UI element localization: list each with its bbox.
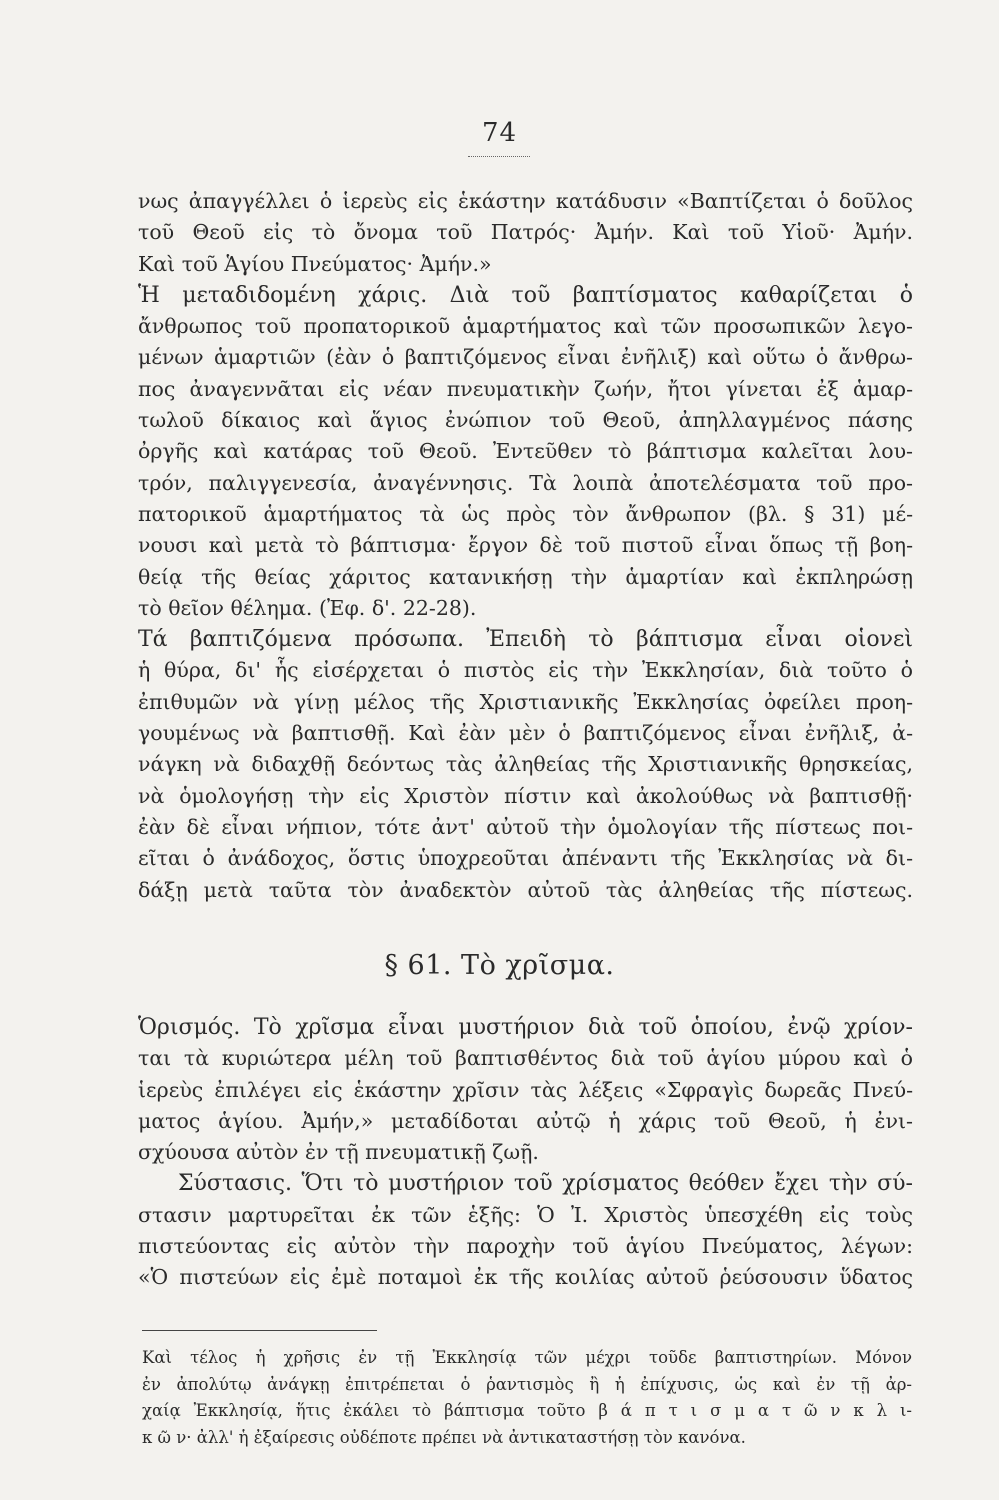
footnote-line: Καὶ τέλος ἡ χρῆσις ἐν τῇ Ἐκκλησίᾳ τῶν μέχρι τοῦδε βαπτιστηρίων. Μόνον (142, 1348, 912, 1367)
text-line: στασιν μαρτυρεῖται ἐκ τῶν ἑξῆς: Ὁ Ἰ. Χριστὸς ὑπεσχέθη εἰς τοὺς (138, 1202, 913, 1227)
paragraph-lead-line: Ἡ μεταδιδομένη χάρις. Διὰ τοῦ βαπτίσματος καθαρίζεται ὁ (138, 282, 913, 308)
section-heading: § 61. Τὸ χρῖσμα. (384, 950, 615, 981)
footnote-line: κ ῶ ν· ἀλλ' ἡ ἐξαίρεσις οὐδέποτε πρέπει νὰ ἀντικαταστήσῃ τὸν κανόνα. (142, 1427, 746, 1447)
text-line: εῖται ὁ ἀνάδοχος, ὅστις ὑποχρεοῦται ἀπέναντι τῆς Ἐκκλησίας νὰ δι- (138, 846, 913, 871)
text-line: ὀργῆς καὶ κατάρας τοῦ Θεοῦ. Ἐντεῦθεν τὸ βάπτισμα καλεῖται λου- (138, 439, 913, 464)
paragraph-lead-line: Σύστασις. Ὅτι τὸ μυστήριον τοῦ χρίσματος θεόθεν ἔχει τὴν σύ- (178, 1171, 913, 1197)
footnote-separator (142, 1330, 377, 1331)
text-line: ματος ἁγίου. Ἀμήν,» μεταδίδοται αὐτῷ ἡ χάρις τοῦ Θεοῦ, ἡ ἐνι- (138, 1108, 913, 1133)
text-line: πος ἀναγεννᾶται εἰς νέαν πνευματικὴν ζωήν, ἤτοι γίνεται ἐξ ἁμαρ- (138, 376, 913, 401)
text-line: πατορικοῦ ἁμαρτήματος τὰ ὡς πρὸς τὸν ἄνθρωπον (βλ. § 31) μέ- (138, 501, 913, 526)
text-line: θείᾳ τῆς θείας χάριτος κατανικήσῃ τὴν ἁμαρτίαν καὶ ἐκπληρώσῃ (138, 564, 913, 589)
text-line: «Ὁ πιστεύων εἰς ἐμὲ ποταμοὶ ἐκ τῆς κοιλίας αὐτοῦ ῥεύσουσιν ὕδατος (138, 1265, 913, 1290)
body-text-top (138, 186, 913, 906)
body-text-bottom (138, 1012, 913, 1294)
text-line: ἱερεὺς ἐπιλέγει εἰς ἑκάστην χρῖσιν τὰς λέξεις «Σφραγὶς δωρεᾶς Πνεύ- (138, 1077, 913, 1102)
footnote-line: χαίᾳ Ἐκκλησίᾳ, ἥτις ἐκάλει τὸ βάπτισμα τοῦτο β ά π τ ι σ μ α τ ῶ ν κ λ ι- (142, 1401, 912, 1420)
text-line: γουμένως νὰ βαπτισθῇ. Καὶ ἐὰν μὲν ὁ βαπτιζόμενος εἶναι ἐνῆλιξ, ἀ- (138, 721, 913, 746)
text-line: ἄνθρωπος τοῦ προπατορικοῦ ἁμαρτήματος καὶ τῶν προσωπικῶν λεγο- (138, 314, 913, 339)
text-line: πιστεύοντας εἰς αὐτὸν τὴν παροχὴν τοῦ ἁγίου Πνεύματος, λέγων: (138, 1234, 913, 1259)
text-line: δάξῃ μετὰ ταῦτα τὸν ἀναδεκτὸν αὐτοῦ τὰς ἀληθείας τῆς πίστεως. (138, 877, 913, 902)
paragraph-lead-line: Τά βαπτιζόμενα πρόσωπα. Ἐπειδὴ τὸ βάπτισμα εἶναι οἱονεὶ (138, 627, 913, 653)
text-line: ἐὰν δὲ εἶναι νήπιον, τότε ἀντ' αὐτοῦ τὴν ὁμολογίαν τῆς πίστεως ποι- (138, 814, 913, 839)
paragraph-lead-line: Ὁρισμός. Τὸ χρῖσμα εἶναι μυστήριον διὰ τοῦ ὁποίου, ἐνῷ χρίον- (138, 1015, 913, 1040)
page-number: 74 (481, 118, 518, 148)
text-line: τὸ θεῖον θέλημα. (Ἐφ. δ'. 22-28). (138, 595, 477, 620)
text-line: ἡ θύρα, δι' ἧς εἰσέρχεται ὁ πιστὸς εἰς τὴν Ἐκκλησίαν, διὰ τοῦτο ὁ (138, 658, 913, 683)
footnote (142, 1345, 912, 1451)
text-line: σχύουσα αὐτὸν ἐν τῇ πνευματικῇ ζωῇ. (138, 1140, 539, 1165)
text-line: τωλοῦ δίκαιος καὶ ἅγιος ἐνώπιον τοῦ Θεοῦ, ἀπηλλαγμένος πάσης (138, 408, 913, 433)
page-number-rule (468, 156, 530, 157)
footnote-line: ἐν ἀπολύτῳ ἀνάγκῃ ἐπιτρέπεται ὁ ῥαντισμὸς ἢ ἡ ἐπίχυσις, ὡς καὶ ἐν τῇ ἀρ- (142, 1374, 912, 1394)
text-line: νως ἀπαγγέλλει ὁ ἱερεὺς εἰς ἑκάστην κατάδυσιν «Βαπτίζεται ὁ δοῦλος (138, 189, 913, 213)
text-line: τοῦ Θεοῦ εἰς τὸ ὄνομα τοῦ Πατρός· Ἀμήν. Καὶ τοῦ Υἱοῦ· Ἀμήν. (138, 220, 913, 245)
text-line: ἐπιθυμῶν νὰ γίνῃ μέλος τῆς Χριστιανικῆς Ἐκκλησίας ὀφείλει προη- (138, 689, 913, 714)
text-line: νουσι καὶ μετὰ τὸ βάπτισμα· ἔργον δὲ τοῦ πιστοῦ εἶναι ὅπως τῇ βοη- (138, 533, 913, 558)
text-line: νάγκη νὰ διδαχθῇ δεόντως τὰς ἀληθείας τῆς Χριστιανικῆς θρησκείας, (138, 752, 913, 777)
text-line: νὰ ὁμολογήσῃ τὴν εἰς Χριστὸν πίστιν καὶ ἀκολούθως νὰ βαπτισθῇ· (138, 783, 913, 808)
text-line: ται τὰ κυριώτερα μέλη τοῦ βαπτισθέντος διὰ τοῦ ἁγίου μύρου καὶ ὁ (138, 1046, 913, 1071)
text-line: Καὶ τοῦ Ἁγίου Πνεύματος· Ἀμήν.» (138, 251, 492, 276)
text-line: μένων ἁμαρτιῶν (ἐὰν ὁ βαπτιζόμενος εἶναι ἐνῆλιξ) καὶ οὕτω ὁ ἄνθρω- (138, 345, 913, 370)
text-line: τρόν, παλιγγενεσία, ἀναγέννησις. Τὰ λοιπὰ ἀποτελέσματα τοῦ προ- (138, 470, 913, 495)
